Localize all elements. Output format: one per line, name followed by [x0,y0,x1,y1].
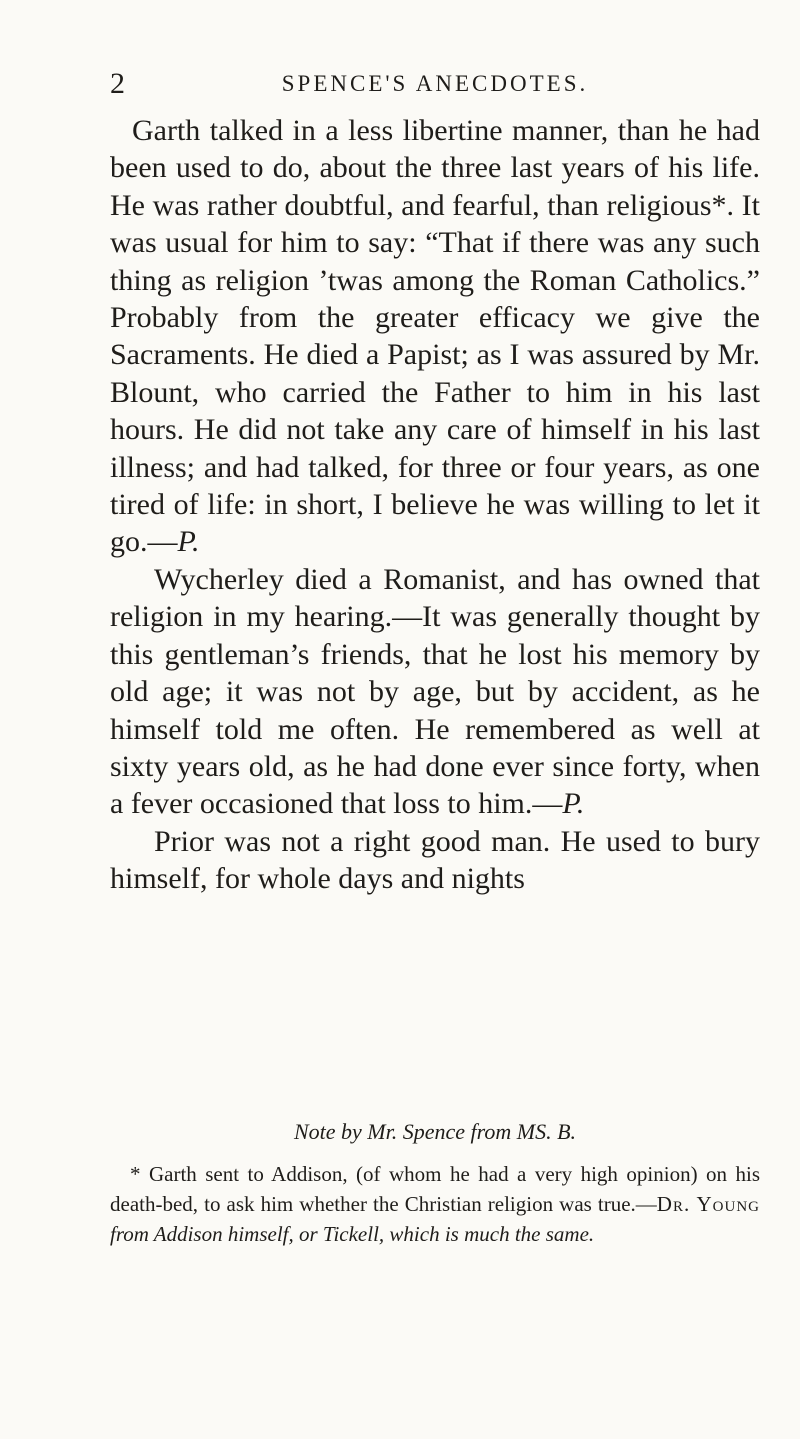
paragraph-wycherley [110,561,760,823]
paragraph-text: Wycherley died a Romanist, and has owned that religion in my hearing.—It was generally thought by this gentleman’s friends, that he lost his memory by old age; it was not by age, but by accident, as he himself told me often. He remembered as well at sixty years old, as he had done ever since forty, when a fever occasioned that loss to him.— [110,562,760,821]
notes-section [110,1117,760,1249]
footnote-author: Dr. Young [656,1192,760,1216]
paragraph-signature: P. [562,787,585,821]
running-title: SPENCE'S ANECDOTES. [281,71,589,96]
running-head [110,64,760,104]
footnote [110,1159,760,1249]
paragraph-prior [110,823,760,898]
paragraph-text: Garth talked in a less libertine manner, than he had been used to do, about the three last years of his life. He was rather doubtful, and fearful, than religious*. It was usual for him to say: “That if there was any such thing as religion ’twas among the Roman Catholics.” Probably from the greater efficacy we give the Sacraments. He died a Papist; as I was assured by Mr. Blount, who carried the Father to him in his last hours. He did not take any care of himself in his last illness; and had talked, for three or four years, as one tired of life: in short, I believe he was willing to let it go.— [110,114,760,559]
page-number: 2 [110,67,125,100]
footnote-text: * Garth sent to Addison, (of whom he had a very high opinion) on his death-bed, to ask him whether the Christian religion was true.— [110,1162,760,1216]
footnote-source: from Addison himself, or Tickell, which is much the same. [110,1222,595,1246]
paragraph-garth [110,112,760,561]
note-heading: Note by Mr. Spence from MS. B. [293,1119,577,1144]
paragraph-signature: P. [177,525,200,559]
main-text [110,112,760,898]
paragraph-text: Prior was not a right good man. He used to bury himself, for whole days and nights [110,824,760,896]
